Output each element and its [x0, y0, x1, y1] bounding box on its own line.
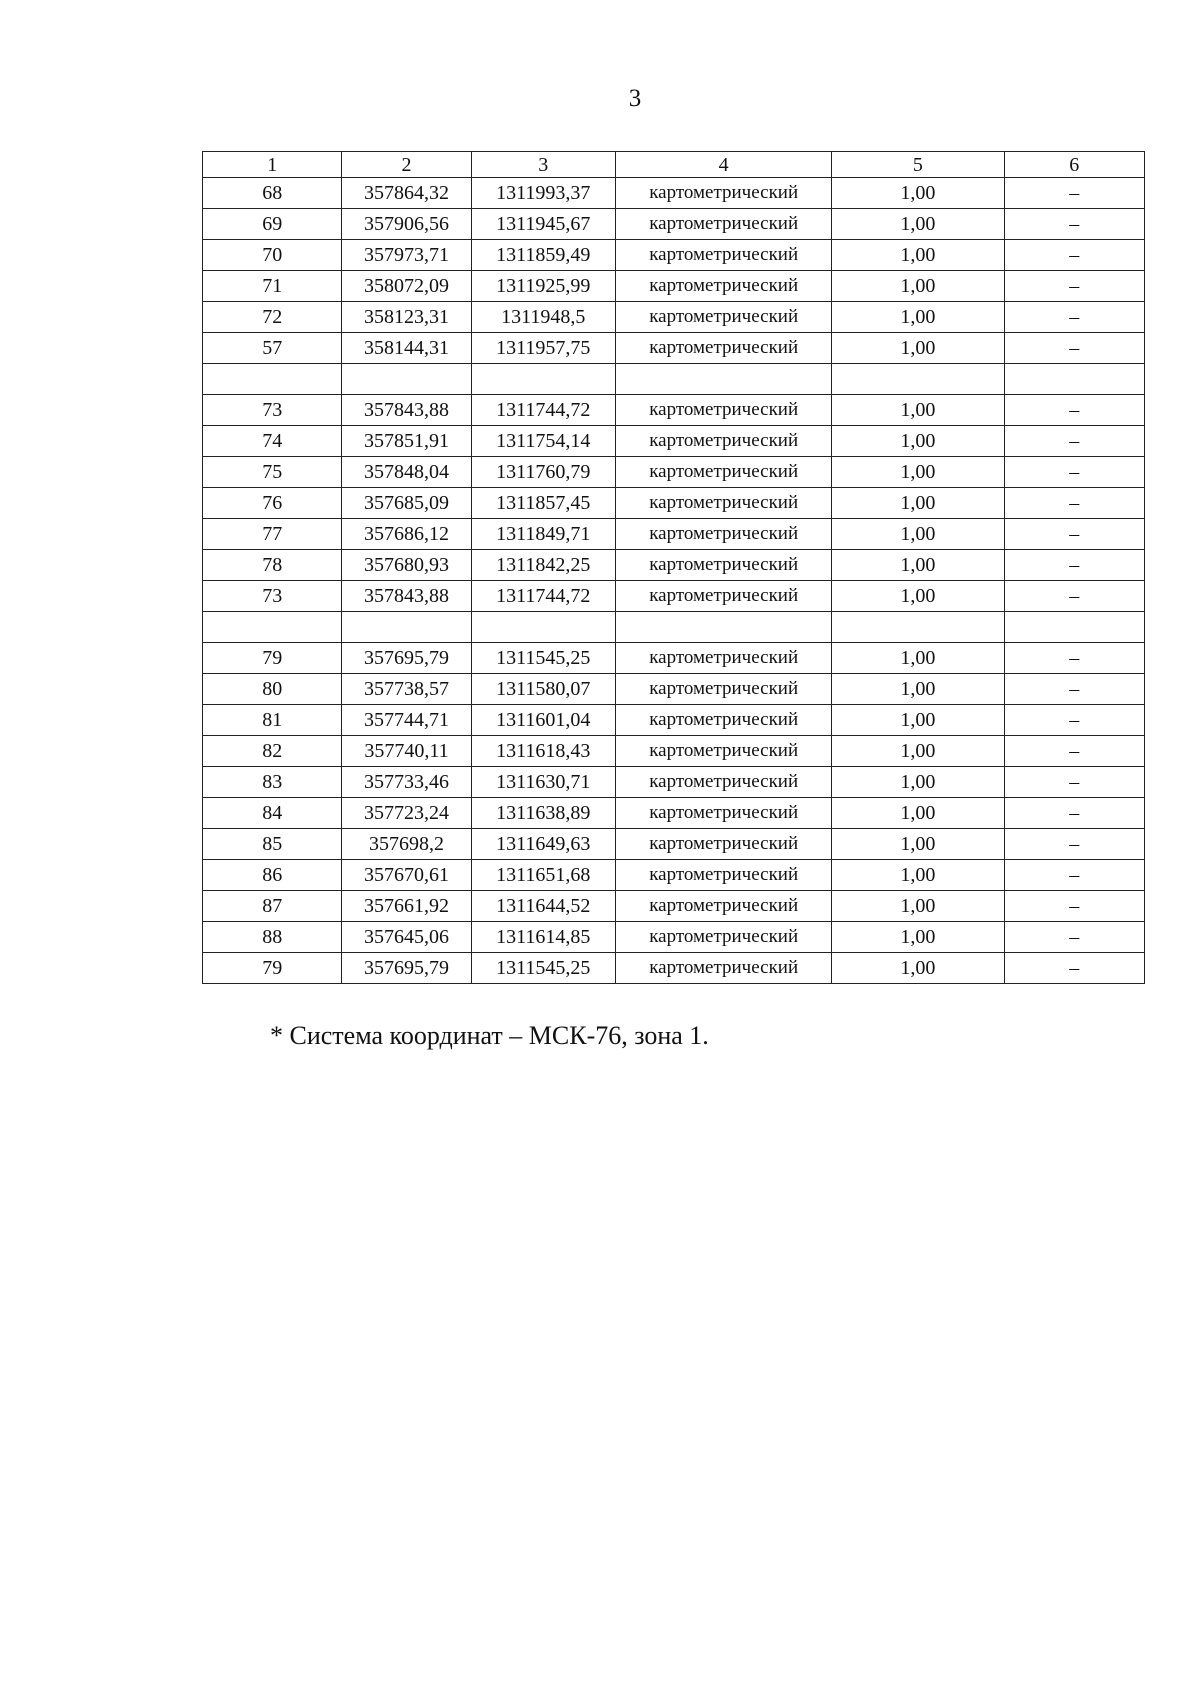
x-coordinate-cell: 357661,92 [342, 891, 471, 922]
method-cell: картометрический [616, 736, 832, 767]
table-row [203, 643, 1145, 674]
x-coordinate-cell: 357740,11 [342, 736, 471, 767]
x-coordinate-cell: 357744,71 [342, 705, 471, 736]
description-cell: – [1004, 488, 1144, 519]
precision-cell: 1,00 [832, 767, 1004, 798]
point-number-cell: 83 [203, 767, 342, 798]
point-number-cell: 87 [203, 891, 342, 922]
description-cell: – [1004, 891, 1144, 922]
x-coordinate-cell: 357670,61 [342, 860, 471, 891]
description-cell: – [1004, 209, 1144, 240]
method-cell: картометрический [616, 705, 832, 736]
y-coordinate-cell: 1311760,79 [471, 457, 616, 488]
precision-cell: 1,00 [832, 426, 1004, 457]
precision-cell: 1,00 [832, 643, 1004, 674]
table-row [203, 736, 1145, 767]
method-cell: картометрический [616, 581, 832, 612]
table-row [203, 302, 1145, 333]
y-coordinate-cell: 1311618,43 [471, 736, 616, 767]
precision-cell [832, 364, 1004, 395]
y-coordinate-cell: 1311849,71 [471, 519, 616, 550]
table-row [203, 488, 1145, 519]
description-cell: – [1004, 581, 1144, 612]
point-number-cell: 68 [203, 178, 342, 209]
table-row [203, 240, 1145, 271]
point-number-cell: 76 [203, 488, 342, 519]
coordinate-system-footnote: * Система координат – МСК-76, зона 1. [270, 1021, 709, 1050]
precision-cell: 1,00 [832, 922, 1004, 953]
precision-cell: 1,00 [832, 705, 1004, 736]
point-number-cell: 73 [203, 395, 342, 426]
method-cell: картометрический [616, 519, 832, 550]
description-cell: – [1004, 767, 1144, 798]
x-coordinate-cell: 357864,32 [342, 178, 471, 209]
method-cell: картометрический [616, 798, 832, 829]
point-number-cell: 77 [203, 519, 342, 550]
point-number-cell: 71 [203, 271, 342, 302]
y-coordinate-cell [471, 364, 616, 395]
y-coordinate-cell: 1311630,71 [471, 767, 616, 798]
point-number-cell: 82 [203, 736, 342, 767]
method-cell: картометрический [616, 767, 832, 798]
y-coordinate-cell: 1311649,63 [471, 829, 616, 860]
table-body [203, 178, 1145, 984]
table-row [203, 271, 1145, 302]
method-cell: картометрический [616, 426, 832, 457]
y-coordinate-cell: 1311842,25 [471, 550, 616, 581]
y-coordinate-cell: 1311754,14 [471, 426, 616, 457]
precision-cell: 1,00 [832, 488, 1004, 519]
x-coordinate-cell: 358144,31 [342, 333, 471, 364]
method-cell: картометрический [616, 240, 832, 271]
precision-cell: 1,00 [832, 581, 1004, 612]
x-coordinate-cell: 357680,93 [342, 550, 471, 581]
method-cell: картометрический [616, 457, 832, 488]
point-number-cell: 86 [203, 860, 342, 891]
point-number-cell: 70 [203, 240, 342, 271]
table-row [203, 426, 1145, 457]
method-cell: картометрический [616, 891, 832, 922]
page-number: 3 [628, 85, 642, 112]
y-coordinate-cell: 1311925,99 [471, 271, 616, 302]
table-row [203, 891, 1145, 922]
y-coordinate-cell [471, 612, 616, 643]
point-number-cell: 79 [203, 643, 342, 674]
precision-cell: 1,00 [832, 953, 1004, 984]
table-row [203, 178, 1145, 209]
table-row [203, 767, 1145, 798]
method-cell [616, 364, 832, 395]
point-number-cell: 74 [203, 426, 342, 457]
y-coordinate-cell: 1311580,07 [471, 674, 616, 705]
description-cell: – [1004, 550, 1144, 581]
precision-cell [832, 612, 1004, 643]
precision-cell: 1,00 [832, 860, 1004, 891]
description-cell: – [1004, 674, 1144, 705]
table-row [203, 364, 1145, 395]
y-coordinate-cell: 1311545,25 [471, 643, 616, 674]
header-cell: 4 [616, 152, 832, 178]
x-coordinate-cell [342, 612, 471, 643]
precision-cell: 1,00 [832, 457, 1004, 488]
table-row [203, 922, 1145, 953]
header-cell: 2 [342, 152, 471, 178]
table-row [203, 395, 1145, 426]
x-coordinate-cell: 357645,06 [342, 922, 471, 953]
y-coordinate-cell: 1311651,68 [471, 860, 616, 891]
x-coordinate-cell: 357686,12 [342, 519, 471, 550]
description-cell: – [1004, 457, 1144, 488]
description-cell: – [1004, 333, 1144, 364]
point-number-cell: 73 [203, 581, 342, 612]
x-coordinate-cell: 357906,56 [342, 209, 471, 240]
description-cell: – [1004, 271, 1144, 302]
x-coordinate-cell: 357695,79 [342, 953, 471, 984]
point-number-cell: 79 [203, 953, 342, 984]
point-number-cell: 84 [203, 798, 342, 829]
description-cell: – [1004, 302, 1144, 333]
x-coordinate-cell: 357723,24 [342, 798, 471, 829]
method-cell: картометрический [616, 395, 832, 426]
method-cell: картометрический [616, 860, 832, 891]
point-number-cell: 81 [203, 705, 342, 736]
y-coordinate-cell: 1311744,72 [471, 395, 616, 426]
x-coordinate-cell: 357733,46 [342, 767, 471, 798]
x-coordinate-cell: 357698,2 [342, 829, 471, 860]
table-row [203, 333, 1145, 364]
point-number-cell: 72 [203, 302, 342, 333]
method-cell: картометрический [616, 333, 832, 364]
point-number-cell: 57 [203, 333, 342, 364]
description-cell: – [1004, 953, 1144, 984]
x-coordinate-cell: 357973,71 [342, 240, 471, 271]
table-row [203, 612, 1145, 643]
header-cell: 5 [832, 152, 1004, 178]
y-coordinate-cell: 1311744,72 [471, 581, 616, 612]
method-cell: картометрический [616, 829, 832, 860]
description-cell: – [1004, 860, 1144, 891]
y-coordinate-cell: 1311945,67 [471, 209, 616, 240]
table-row [203, 550, 1145, 581]
x-coordinate-cell: 358123,31 [342, 302, 471, 333]
table-header-row [203, 152, 1145, 178]
x-coordinate-cell: 357738,57 [342, 674, 471, 705]
description-cell: – [1004, 736, 1144, 767]
x-coordinate-cell: 357851,91 [342, 426, 471, 457]
method-cell: картометрический [616, 922, 832, 953]
x-coordinate-cell [342, 364, 471, 395]
table-row [203, 953, 1145, 984]
table-row [203, 829, 1145, 860]
x-coordinate-cell: 357685,09 [342, 488, 471, 519]
precision-cell: 1,00 [832, 798, 1004, 829]
y-coordinate-cell: 1311857,45 [471, 488, 616, 519]
point-number-cell: 85 [203, 829, 342, 860]
x-coordinate-cell: 357695,79 [342, 643, 471, 674]
precision-cell: 1,00 [832, 178, 1004, 209]
method-cell: картометрический [616, 178, 832, 209]
table-row [203, 209, 1145, 240]
x-coordinate-cell: 358072,09 [342, 271, 471, 302]
y-coordinate-cell: 1311993,37 [471, 178, 616, 209]
header-cell: 3 [471, 152, 616, 178]
x-coordinate-cell: 357848,04 [342, 457, 471, 488]
table-row [203, 457, 1145, 488]
description-cell: – [1004, 426, 1144, 457]
table-row [203, 581, 1145, 612]
precision-cell: 1,00 [832, 302, 1004, 333]
description-cell [1004, 612, 1144, 643]
description-cell: – [1004, 922, 1144, 953]
y-coordinate-cell: 1311614,85 [471, 922, 616, 953]
precision-cell: 1,00 [832, 674, 1004, 705]
y-coordinate-cell: 1311638,89 [471, 798, 616, 829]
header-cell: 1 [203, 152, 342, 178]
description-cell: – [1004, 705, 1144, 736]
description-cell: – [1004, 798, 1144, 829]
method-cell: картометрический [616, 302, 832, 333]
table-row [203, 519, 1145, 550]
table-row [203, 860, 1145, 891]
y-coordinate-cell: 1311948,5 [471, 302, 616, 333]
point-number-cell [203, 612, 342, 643]
method-cell: картометрический [616, 674, 832, 705]
y-coordinate-cell: 1311601,04 [471, 705, 616, 736]
y-coordinate-cell: 1311957,75 [471, 333, 616, 364]
method-cell: картометрический [616, 488, 832, 519]
precision-cell: 1,00 [832, 240, 1004, 271]
precision-cell: 1,00 [832, 829, 1004, 860]
point-number-cell: 78 [203, 550, 342, 581]
precision-cell: 1,00 [832, 209, 1004, 240]
precision-cell: 1,00 [832, 736, 1004, 767]
x-coordinate-cell: 357843,88 [342, 581, 471, 612]
description-cell: – [1004, 395, 1144, 426]
precision-cell: 1,00 [832, 333, 1004, 364]
point-number-cell: 75 [203, 457, 342, 488]
precision-cell: 1,00 [832, 891, 1004, 922]
table-row [203, 705, 1145, 736]
y-coordinate-cell: 1311859,49 [471, 240, 616, 271]
table-row [203, 798, 1145, 829]
description-cell: – [1004, 829, 1144, 860]
x-coordinate-cell: 357843,88 [342, 395, 471, 426]
method-cell: картометрический [616, 209, 832, 240]
method-cell [616, 612, 832, 643]
description-cell [1004, 364, 1144, 395]
point-number-cell: 69 [203, 209, 342, 240]
description-cell: – [1004, 240, 1144, 271]
header-cell: 6 [1004, 152, 1144, 178]
description-cell: – [1004, 643, 1144, 674]
precision-cell: 1,00 [832, 271, 1004, 302]
method-cell: картометрический [616, 953, 832, 984]
description-cell: – [1004, 178, 1144, 209]
precision-cell: 1,00 [832, 519, 1004, 550]
method-cell: картометрический [616, 643, 832, 674]
point-number-cell [203, 364, 342, 395]
point-number-cell: 80 [203, 674, 342, 705]
precision-cell: 1,00 [832, 550, 1004, 581]
y-coordinate-cell: 1311644,52 [471, 891, 616, 922]
coordinates-table [202, 151, 1145, 984]
point-number-cell: 88 [203, 922, 342, 953]
method-cell: картометрический [616, 550, 832, 581]
y-coordinate-cell: 1311545,25 [471, 953, 616, 984]
description-cell: – [1004, 519, 1144, 550]
precision-cell: 1,00 [832, 395, 1004, 426]
table-row [203, 674, 1145, 705]
method-cell: картометрический [616, 271, 832, 302]
